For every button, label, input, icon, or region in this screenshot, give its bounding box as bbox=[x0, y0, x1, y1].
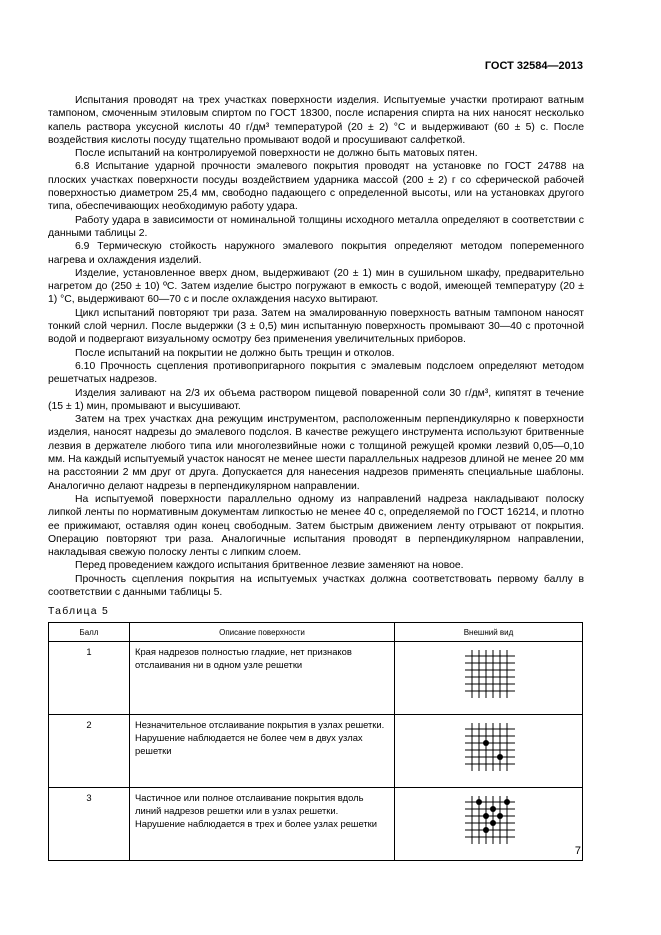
paragraph: Перед проведением каждого испытания бритвенное лезвие заменяют на новое. bbox=[75, 560, 464, 572]
table-5 bbox=[48, 622, 583, 861]
appearance-cell bbox=[395, 642, 583, 715]
table-row bbox=[49, 715, 583, 788]
paragraph: 6.10 Прочность сцепления противопригарного покрытия с эмалевым подслоем определяют методом решетчатых надрезов. bbox=[48, 360, 584, 386]
paragraph: Испытания проводят на трех участках поверхности изделия. Испытуемые участки протирают ватным тампоном, смоченным этиловым спиртом по ГОСТ 18300, после испарения спирта на них наносят несколько капель раствора уксусной кислоты 40 г/дм³ температурой (20 ± 2) °С и выдерживают (60 ± 5) с. После воздействия кислоты посуду тщательно промывают водой и просушивают салфеткой. bbox=[48, 95, 584, 146]
paragraph: После испытаний на покрытии не должно быть трещин и отколов. bbox=[75, 347, 395, 359]
grid-two-defects-icon bbox=[457, 721, 521, 773]
table-caption: Таблица 5 bbox=[48, 606, 110, 617]
document-id: ГОСТ 32584—2013 bbox=[484, 60, 583, 72]
table-header-row bbox=[49, 623, 583, 642]
paragraph: 6.9 Термическую стойкость наружного эмалевого покрытия определяют методом попеременного нагрева и охлаждения изделий. bbox=[48, 241, 584, 266]
score-cell: 2 bbox=[49, 715, 130, 788]
grid-many-defects-icon bbox=[457, 794, 521, 846]
paragraph: Цикл испытаний повторяют три раза. Затем на эмалированную поверхность ватным тампоном наносят тонкий слой чернил. После выдержки (3 ± 0,5) мин испытанную поверхность промывают 30—40 с проточной водой и подвергают визуальному осмотру без применения увеличительных приборов. bbox=[48, 307, 584, 346]
column-header-appearance: Внешний вид bbox=[395, 623, 583, 642]
paragraph: Изделия заливают на 2/3 их объема раствором пищевой поваренной соли 30 г/дм³, кипятят в течение (15 ± 1) мин, промывают и высушивают. bbox=[48, 387, 584, 412]
paragraph: После испытаний на контролируемой поверхности не должно быть матовых пятен. bbox=[75, 148, 478, 160]
column-header-description: Описание поверхности bbox=[130, 623, 395, 642]
table-row bbox=[49, 642, 583, 715]
column-header-score: Балл bbox=[49, 623, 130, 642]
paragraph: Работу удара в зависимости от номинальной толщины исходного металла определяют в соответствии с данными таблицы 2. bbox=[48, 214, 584, 239]
paragraph: Изделие, установленное вверх дном, выдерживают (20 ± 1) мин в сушильном шкафу, предварительно нагретом до (250 ± 10) ºС. Затем изделие быстро погружают в емкость с водой, имеющей температуру (20 ± 1) °С, выдерживают 60—70 с и после охлаждения насухо вытирают. bbox=[48, 267, 584, 306]
score-cell: 1 bbox=[49, 642, 130, 715]
paragraph: На испытуемой поверхности параллельно одному из направлений надреза накладывают полоску липкой ленты по нормативным документам липкостью не менее 40 с, определяемой по ГОСТ 16214, и плотно ее прижимают, оставляя один конец свободным. Затем быстрым движением ленту отрывают от покрытия. Операцию повторяют три раза. Аналогичные испытания проводят в перпендикулярном направлении, накладывая свежую полоску ленты с липким слоем. bbox=[48, 493, 584, 559]
description-cell: Частичное или полное отслаивание покрытия вдоль линий надрезов решетки или в узлах решетки. Нарушение наблюдается в трех и более узлах решетки bbox=[130, 788, 395, 861]
page-number: 7 bbox=[574, 845, 581, 857]
score-cell: 3 bbox=[49, 788, 130, 861]
paragraph: 6.8 Испытание ударной прочности эмалевого покрытия проводят на установке по ГОСТ 24788 на плоских участках поверхности посуды воздействием ударника массой (200 ± 2) г со сферической рабочей поверхностью диаметром 25,4 мм, свободно падающего с определенной высоты, или на установках другого типа, обеспечивающих необходимую работу удара. bbox=[48, 161, 584, 213]
body-text bbox=[48, 94, 584, 599]
grid-no-defects-icon bbox=[457, 648, 521, 700]
description-cell: Незначительное отслаивание покрытия в узлах решетки. Нарушение наблюдается не более чем в двух узлах решетки bbox=[130, 715, 395, 788]
appearance-cell bbox=[395, 715, 583, 788]
paragraph: Затем на трех участках дна режущим инструментом, расположенным перпендикулярно к поверхности изделия, наносят надрезы до эмалевого подслоя. В качестве режущего инструмента используют бритвенные лезвия в держателе любого типа или многолезвийные ножи с толщиной режущей кромки лезвий 0,05—0,10 мм. На каждый испытуемый участок наносят не менее шести параллельных надрезов длиной не менее 20 мм на расстоянии 2 мм друг от друга. Допускается для нанесения надрезов применять специальные шаблоны. Аналогично делают надрезы в перпендикулярном направлении. bbox=[48, 414, 584, 492]
appearance-cell bbox=[395, 788, 583, 861]
description-cell: Края надрезов полностью гладкие, нет признаков отслаивания ни в одном узле решетки bbox=[130, 642, 395, 715]
paragraph: Прочность сцепления покрытия на испытуемых участках должна соответствовать первому баллу в соответствии с данными таблицы 5. bbox=[48, 573, 584, 598]
table-row bbox=[49, 788, 583, 861]
